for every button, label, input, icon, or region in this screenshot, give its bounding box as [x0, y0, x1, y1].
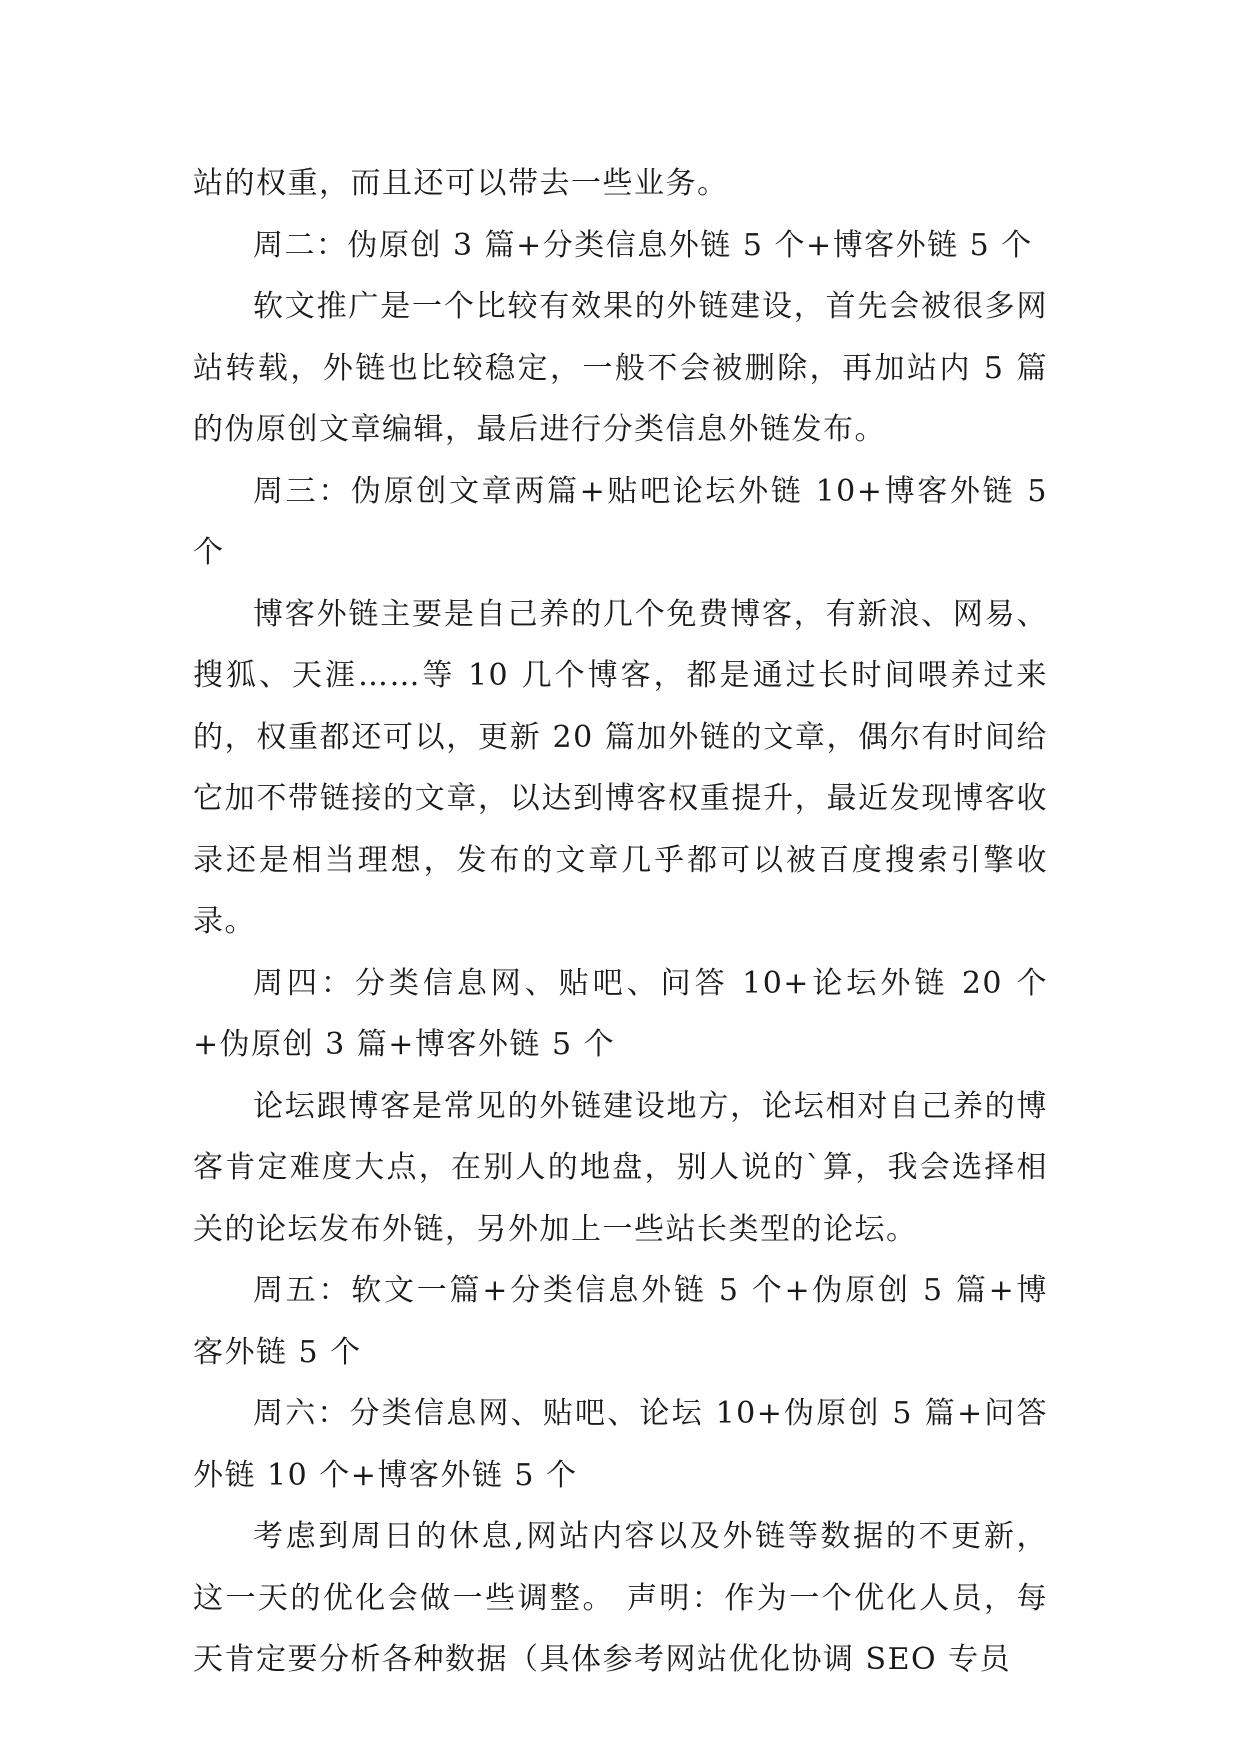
paragraph-wednesday-plan: 周三：伪原创文章两篇+贴吧论坛外链 10+博客外链 5 个 [193, 473, 1048, 570]
paragraph-continuation: 站的权重，而且还可以带去一些业务。 [193, 166, 729, 201]
paragraph-forum-links: 论坛跟博客是常见的外链建设地方，论坛相对自己养的博客肯定难度大点，在别人的地盘，别人说的`算，我会选择相关的论坛发布外链，另外加上一些站长类型的论坛。 [193, 1088, 1048, 1247]
document-body [193, 153, 1048, 1691]
paragraph-tuesday-plan: 周二：伪原创 3 篇+分类信息外链 5 个+博客外链 5 个 [253, 227, 1033, 263]
paragraph-blog-links: 博客外链主要是自己养的几个免费博客，有新浪、网易、搜狐、天涯……等 10 几个博客，都是通过长时间喂养过来的，权重都还可以，更新 20 篇加外链的文章，偶尔有时间给它加不带链接的文章，以达到博客权重提升，最近发现博客收录还是相当理想，发布的文章几乎都可以被百度搜索引擎收录。 [193, 596, 1048, 939]
paragraph-thursday-plan: 周四：分类信息网、贴吧、问答 10+论坛外链 20 个+伪原创 3 篇+博客外链 5 个 [193, 965, 1048, 1062]
paragraph-friday-plan: 周五：软文一篇+分类信息外链 5 个+伪原创 5 篇+博客外链 5 个 [193, 1273, 1048, 1370]
paragraph-sunday-note: 考虑到周日的休息,网站内容以及外链等数据的不更新，这一天的优化会做一些调整。 声明：作为一个优化人员，每天肯定要分析各种数据（具体参考网站优化协调 SEO 专员 [193, 1519, 1048, 1677]
paragraph-soft-article: 软文推广是一个比较有效果的外链建设，首先会被很多网站转载，外链也比较稳定，一般不会被删除，再加站内 5 篇的伪原创文章编辑，最后进行分类信息外链发布。 [193, 289, 1048, 447]
paragraph-saturday-plan: 周六：分类信息网、贴吧、论坛 10+伪原创 5 篇+问答外链 10 个+博客外链 5 个 [193, 1396, 1048, 1493]
